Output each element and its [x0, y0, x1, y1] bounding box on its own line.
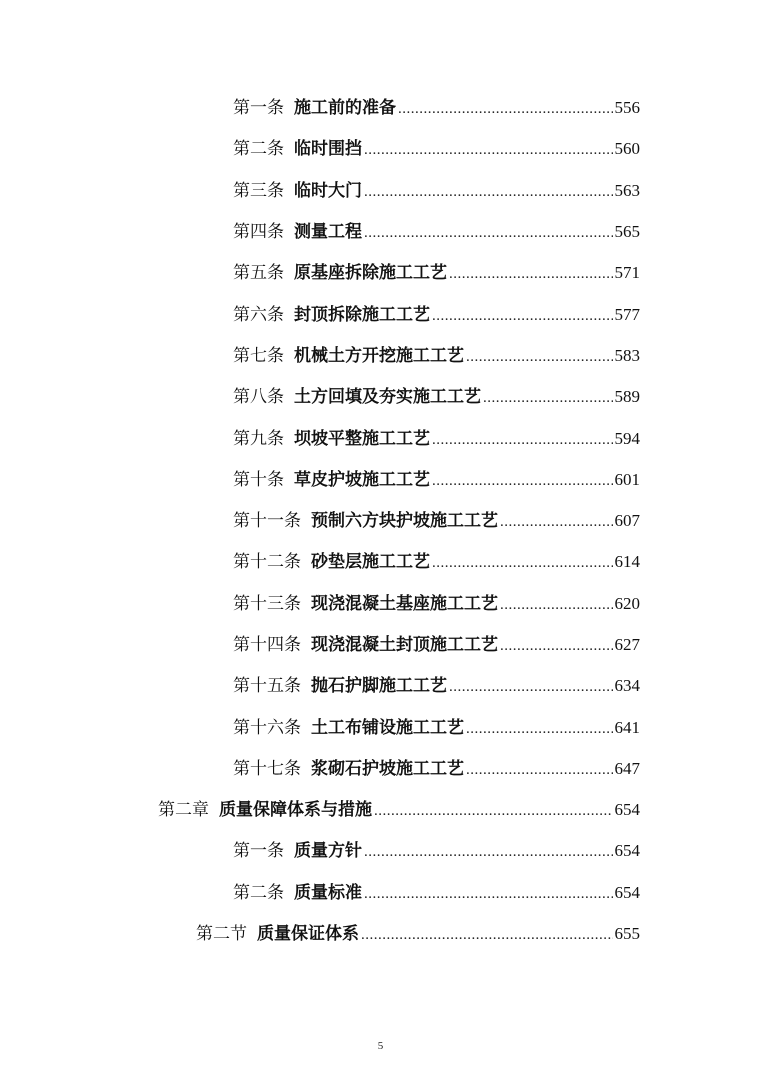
dot-leader: [500, 594, 613, 616]
toc-entry-title: 原基座拆除施工工艺: [294, 263, 447, 284]
toc-entry-page: 577: [614, 304, 640, 324]
toc-entry-number: 第六条: [233, 304, 284, 325]
toc-entry-title: 临时大门: [294, 180, 362, 201]
toc-entry-title: 机械土方开挖施工工艺: [294, 345, 464, 366]
dot-leader: [466, 718, 613, 740]
toc-entry-page: 571: [614, 263, 640, 283]
toc-entry-title: 土工布铺设施工工艺: [311, 717, 464, 738]
toc-entry-page: 654: [614, 882, 640, 902]
toc-entry-title: 土方回填及夯实施工工艺: [294, 387, 481, 408]
toc-entry[interactable]: [0, 749, 761, 790]
toc-entry[interactable]: [0, 212, 761, 253]
toc-entry-page: 627: [614, 635, 640, 654]
toc-entry-page: 647: [614, 758, 640, 778]
toc-entry-chapter[interactable]: [0, 790, 761, 831]
toc-entry-title: 质量保障体系与措施: [219, 800, 372, 821]
toc-entry-number: 第二节: [196, 924, 247, 945]
toc-entry-title: 质量方针: [294, 841, 362, 862]
toc-entry-page: 641: [614, 717, 640, 737]
toc-entry-title: 预制六方块护坡施工工艺: [311, 511, 498, 532]
toc-entry-section[interactable]: [0, 914, 761, 955]
dot-leader: [449, 263, 613, 285]
toc-entry[interactable]: [0, 253, 761, 294]
toc-entry-number: 第二条: [233, 139, 284, 160]
dot-leader: [432, 429, 613, 451]
toc-entry-page: 634: [614, 676, 640, 696]
toc-entry-page: 556: [614, 98, 640, 118]
toc-entry[interactable]: [0, 171, 761, 212]
toc-entry-page: 654: [614, 800, 640, 820]
toc-entry-page: 589: [614, 387, 640, 407]
toc-entry[interactable]: [0, 294, 761, 335]
toc-entry-number: 第八条: [233, 387, 284, 408]
toc-entry-title: 质量标准: [294, 882, 362, 903]
toc-entry[interactable]: [0, 831, 761, 872]
dot-leader: [398, 98, 613, 120]
toc-entry-title: 质量保证体系: [257, 924, 359, 945]
toc-entry[interactable]: [0, 129, 761, 170]
toc-entry[interactable]: [0, 88, 761, 129]
dot-leader: [364, 222, 613, 244]
toc-entry-page: 614: [614, 552, 640, 572]
toc-entry[interactable]: [0, 625, 761, 666]
dot-leader: [432, 552, 613, 574]
toc-entry[interactable]: [0, 707, 761, 748]
toc-entry-page: 563: [614, 180, 640, 200]
toc-entry-title: 草皮护坡施工工艺: [294, 469, 430, 490]
toc-entry-title: 浆砌石护坡施工工艺: [311, 758, 464, 779]
toc-entry-title: 现浇混凝土封顶施工工艺: [311, 635, 498, 655]
dot-leader: [364, 181, 613, 203]
toc-entry-number: 第四条: [233, 222, 284, 243]
dot-leader: [374, 800, 613, 822]
toc-entry[interactable]: [0, 584, 761, 625]
dot-leader: [500, 511, 613, 533]
dot-leader: [432, 305, 613, 327]
toc-entry-page: 655: [614, 924, 640, 944]
toc-entry-number: 第十条: [233, 469, 284, 490]
toc-entry-title: 施工前的准备: [294, 98, 396, 119]
dot-leader: [466, 346, 613, 368]
toc-entry-title: 临时围挡: [294, 139, 362, 160]
toc-entry-page: 607: [614, 511, 640, 531]
toc-entry-number: 第三条: [233, 180, 284, 201]
toc-entry[interactable]: [0, 666, 761, 707]
toc-entry-title: 坝坡平整施工工艺: [294, 428, 430, 449]
toc-entry-number: 第一条: [233, 98, 284, 119]
toc-entry-title: 测量工程: [294, 222, 362, 243]
dot-leader: [500, 635, 613, 657]
toc-entry-number: 第二章: [158, 800, 209, 821]
toc-entry-number: 第十七条: [233, 758, 301, 779]
toc-entry-title: 现浇混凝土基座施工工艺: [311, 593, 498, 614]
toc-entry-page: 565: [614, 222, 640, 242]
toc-entry[interactable]: [0, 542, 761, 583]
toc-entry[interactable]: [0, 501, 761, 542]
dot-leader: [364, 841, 613, 863]
toc-entry-title: 砂垫层施工工艺: [311, 552, 430, 573]
toc-entry[interactable]: [0, 336, 761, 377]
dot-leader: [483, 387, 613, 409]
toc-entry-number: 第十五条: [233, 676, 301, 697]
toc-entry-number: 第十六条: [233, 717, 301, 738]
dot-leader: [432, 470, 613, 492]
toc-entry[interactable]: [0, 418, 761, 459]
toc-entry-number: 第十三条: [233, 593, 301, 614]
toc-entry-title: 封顶拆除施工工艺: [294, 304, 430, 325]
toc-entry[interactable]: [0, 460, 761, 501]
dot-leader: [364, 139, 613, 161]
page-number: 5: [377, 1040, 384, 1052]
toc-entry-title: 抛石护脚施工工艺: [311, 676, 447, 697]
toc-entry-page: 601: [614, 469, 640, 489]
toc-entry-number: 第九条: [233, 428, 284, 449]
toc-entry-page: 594: [614, 428, 640, 448]
toc-entry-number: 第十四条: [233, 635, 301, 655]
toc-entry-number: 第七条: [233, 345, 284, 366]
toc-entry-number: 第十二条: [233, 552, 301, 573]
toc-entry-number: 第二条: [233, 882, 284, 903]
toc-entry-page: 620: [614, 593, 640, 613]
toc-entry-number: 第一条: [233, 841, 284, 862]
toc-entry[interactable]: [0, 377, 761, 418]
toc-entry[interactable]: [0, 873, 761, 914]
toc-entry-page: 654: [614, 841, 640, 861]
table-of-contents: [0, 88, 761, 955]
dot-leader: [361, 924, 613, 946]
toc-entry-number: 第十一条: [233, 511, 301, 532]
dot-leader: [449, 676, 613, 698]
dot-leader: [466, 759, 613, 781]
toc-entry-page: 560: [614, 139, 640, 159]
toc-entry-page: 583: [614, 345, 640, 365]
toc-entry-number: 第五条: [233, 263, 284, 284]
dot-leader: [364, 883, 613, 905]
